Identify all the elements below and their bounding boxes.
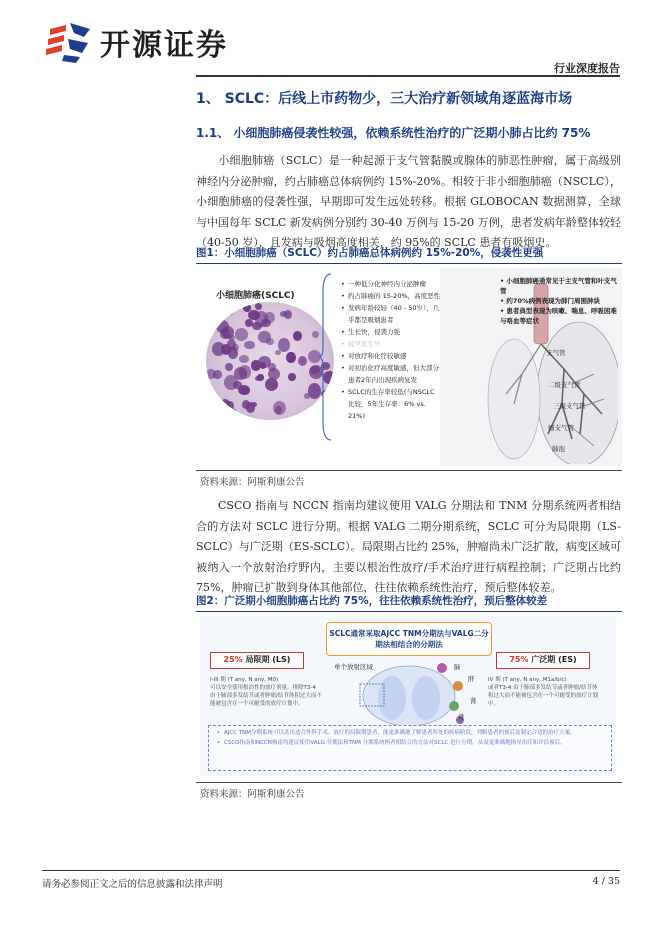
organ-label-brain: 脑 bbox=[454, 663, 461, 671]
micrograph-cell bbox=[233, 381, 241, 389]
figure-1-bullet: • 发病年龄较轻（40 - 50岁），几乎都是吸烟患者 bbox=[341, 302, 441, 326]
micrograph-cell bbox=[280, 311, 287, 317]
figure-2-bottom-rule bbox=[196, 782, 622, 783]
micrograph-cell bbox=[266, 338, 274, 346]
figure-1-title: 图1：小细胞肺癌（SCLC）约占肺癌总体病例约 15%-20%，侵袭性更强 bbox=[196, 245, 622, 264]
micrograph-cell bbox=[286, 352, 296, 364]
organ-label-kidney: 肾 bbox=[470, 697, 477, 705]
body-paragraph-1 bbox=[196, 151, 621, 254]
micrograph-cell bbox=[288, 373, 295, 381]
figure-2-source: 资料来源：阿斯利康公告 bbox=[200, 789, 305, 800]
page-number: 4 / 35 bbox=[592, 876, 620, 887]
micrograph-cell bbox=[213, 370, 221, 379]
brand-logo-mark-icon bbox=[44, 21, 94, 63]
figure-1-bottom-rule bbox=[196, 470, 622, 471]
micrograph-cell bbox=[311, 404, 319, 412]
micrograph-cell bbox=[241, 387, 250, 395]
limited-stage-box bbox=[210, 652, 304, 669]
figure-1-bullet-list bbox=[341, 278, 441, 422]
micrograph-cell bbox=[243, 304, 251, 312]
figure-2-notes bbox=[208, 725, 612, 771]
figure-1 bbox=[196, 264, 622, 469]
figure-2-title: 图2：广泛期小细胞肺癌占比约 75%，往往依赖系统性治疗，预后整体较差 bbox=[196, 593, 622, 612]
micrograph-cell bbox=[225, 363, 233, 371]
lung-label-bronchus: 支气管 bbox=[546, 349, 566, 357]
bracket-icon bbox=[319, 272, 333, 442]
page-header bbox=[0, 0, 662, 80]
header-divider bbox=[196, 75, 620, 77]
figure-1-bullet: • 对初治化疗高度敏感，但大部分患者2年内出现疾病复发 bbox=[341, 362, 441, 386]
body-paragraph-1-text: 小细胞肺癌（SCLC）是一种起源于支气管黏膜或腺体的肺恶性肿瘤，属于高级别神经内分泌肿瘤，约占肺癌总体病例约 15%-20%。相较于非小细胞肺癌（NSCLC），小细胞肺癌的侵袭性强，早期即可发生远处转移。根据 GLOBOCAN 数据测算，全球与中国每年 SCLC 新发病例分别约 30-40 万例与 15-20 万例，患者发病年龄整体较轻（40-50 岁），且发病与吸烟高度相关，约 95%的 SCLC 患者有吸烟史。 bbox=[196, 154, 621, 249]
micrograph-cell bbox=[304, 393, 310, 399]
lung-note: • 小细胞肺癌通常见于主支气管和叶支气管 bbox=[500, 277, 617, 295]
figure-1-bullet: • SCLC的生存率较低(与NSCLC比较，5年生存率：6% vs. 21%) bbox=[341, 386, 441, 422]
micrograph-cell bbox=[260, 362, 266, 369]
brand-name: 开源证券 bbox=[100, 28, 228, 63]
lung-notes bbox=[500, 276, 622, 326]
lung-label-secondary-bronchus: 二级支气管 bbox=[548, 381, 581, 389]
lung-label-alveoli: 肺泡 bbox=[552, 445, 565, 453]
footer-disclaimer: 请务必参阅正文之后的信息披露和法律声明 bbox=[42, 879, 223, 890]
figure-2-note-2: • CSCO指南和NCCN指南均建议使用VALG 分期法和TNM 分期系统两者相结合的方法对SCLC 进行分期，从而更准确地指导治疗和评估预后。 bbox=[217, 739, 603, 747]
limited-stage-description: I-III 期 (T any, N any, M0) 可以安全使用根治性的放疗剂量。排除T3-4 由于肺部多发结节或者肿瘤/结节体积过大而不能被包含在一个可耐受的放疗计划中。 bbox=[210, 677, 322, 707]
extensive-stage-percent: 75% bbox=[509, 655, 529, 664]
micrograph-cell bbox=[278, 338, 290, 352]
micrograph-cell bbox=[235, 328, 248, 340]
micrograph-cell bbox=[239, 365, 251, 378]
organ-label-radiation-field: 单个放射区域 bbox=[334, 663, 373, 671]
figure-1-source: 资料来源：阿斯利康公告 bbox=[200, 477, 305, 488]
body-paragraph-2-text: CSCO 指南与 NCCN 指南均建议使用 VALG 分期法和 TNM 分期系统两者相结合的方法对 SCLC 进行分期。根据 VALG 二期分期系统，SCLC 可分为局限期（LS-SCLC）与广泛期（ES-SCLC）。局限期占比约 25%，肿瘤尚未广泛扩散，病变区域可被纳入一个放射治疗野内，主要以根治性放疗/手术治疗进行病程控制；广泛期占比约 75%，肿瘤已扩散到身体其他部位，往往依赖系统性治疗，预后整体较差。 bbox=[196, 499, 621, 594]
micrograph-cell bbox=[226, 306, 234, 315]
subsection-heading: 1.1、 小细胞肺癌侵袭性较强，依赖系统性治疗的广泛期小肺占比约 75% bbox=[196, 126, 591, 140]
lung-label-tertiary-bronchus: 三级支气管 bbox=[553, 402, 586, 410]
micrograph-cell bbox=[293, 331, 302, 341]
micrograph-cell bbox=[298, 356, 307, 366]
micrograph-cell bbox=[244, 341, 254, 349]
extensive-stage-label: 广泛期 (ES) bbox=[531, 655, 577, 664]
micrograph-cell bbox=[268, 363, 276, 371]
report-type-label: 行业深度报告 bbox=[554, 62, 620, 75]
figure-1-left-label: 小细胞肺癌(SCLC) bbox=[216, 291, 295, 301]
micrograph-image bbox=[206, 302, 334, 420]
brand-logo bbox=[44, 20, 228, 64]
body-paragraph-2 bbox=[196, 496, 621, 599]
section-heading: 1、 SCLC：后线上市药物少，三大治疗新领域角逐蓝海市场 bbox=[196, 91, 573, 107]
micrograph-cell bbox=[242, 400, 250, 409]
staging-method-header: SCLC通常采取AJCC TNM分期法与VALG二分期法相结合的分期法 bbox=[326, 622, 492, 656]
figure-2-note-1: • AJCC TNM分期系统可以选出适合外科手术、放疗的局限期患者，能更准确地了解患者所处的疾病阶段，判断患者的预后及制定合适的治疗方案。 bbox=[217, 729, 603, 737]
extensive-stage-box bbox=[496, 652, 590, 669]
micrograph-cell bbox=[273, 401, 286, 415]
micrograph-cell bbox=[226, 408, 237, 418]
figure-1-bullet: • 约占肺癌的 15-20%，高度恶性 bbox=[341, 290, 441, 302]
organ-label-liver: 肝 bbox=[468, 675, 475, 683]
figure-2 bbox=[196, 612, 622, 780]
lung-note: • 患者典型表现为咳嗽、喘息、呼吸困难与咯血等症状 bbox=[500, 307, 617, 325]
micrograph-cell bbox=[251, 402, 258, 408]
micrograph-cell bbox=[225, 401, 234, 409]
figure-1-bullet: • 一种低分化神经内分泌肿瘤 bbox=[341, 278, 441, 290]
micrograph-cell bbox=[312, 331, 319, 339]
limited-stage-percent: 25% bbox=[223, 655, 243, 664]
micrograph-cell bbox=[306, 305, 313, 313]
micrograph-cell bbox=[232, 344, 239, 351]
organ-label-bone: 骨 bbox=[458, 713, 465, 721]
micrograph-cell bbox=[265, 378, 278, 391]
figure-1-bullet: • 对放疗和化疗较敏感 bbox=[341, 350, 441, 362]
figure-1-bullet: • 较早发生早 bbox=[341, 338, 441, 350]
micrograph-cell bbox=[239, 355, 249, 363]
extensive-stage-description: IV 期 (T any, N any, M1a/b/c) 或者T3-4 由于肺部多发结节或者肿瘤/结节体积过大而不能被包含在一个可耐受的放疗计划中。 bbox=[488, 677, 599, 707]
micrograph-cell bbox=[255, 303, 262, 310]
lung-label-bronchiole: 细支气管 bbox=[548, 424, 574, 432]
limited-stage-label: 局限期 (LS) bbox=[245, 655, 291, 664]
micrograph-cell bbox=[264, 312, 275, 323]
figure-1-bullet: • 生长快，侵袭力强 bbox=[341, 326, 441, 338]
micrograph-cell bbox=[221, 344, 231, 355]
footer-divider bbox=[42, 870, 620, 871]
lung-note: • 约70%病例表现为肺门周围肿块 bbox=[500, 297, 600, 305]
micrograph-cell bbox=[257, 374, 264, 380]
